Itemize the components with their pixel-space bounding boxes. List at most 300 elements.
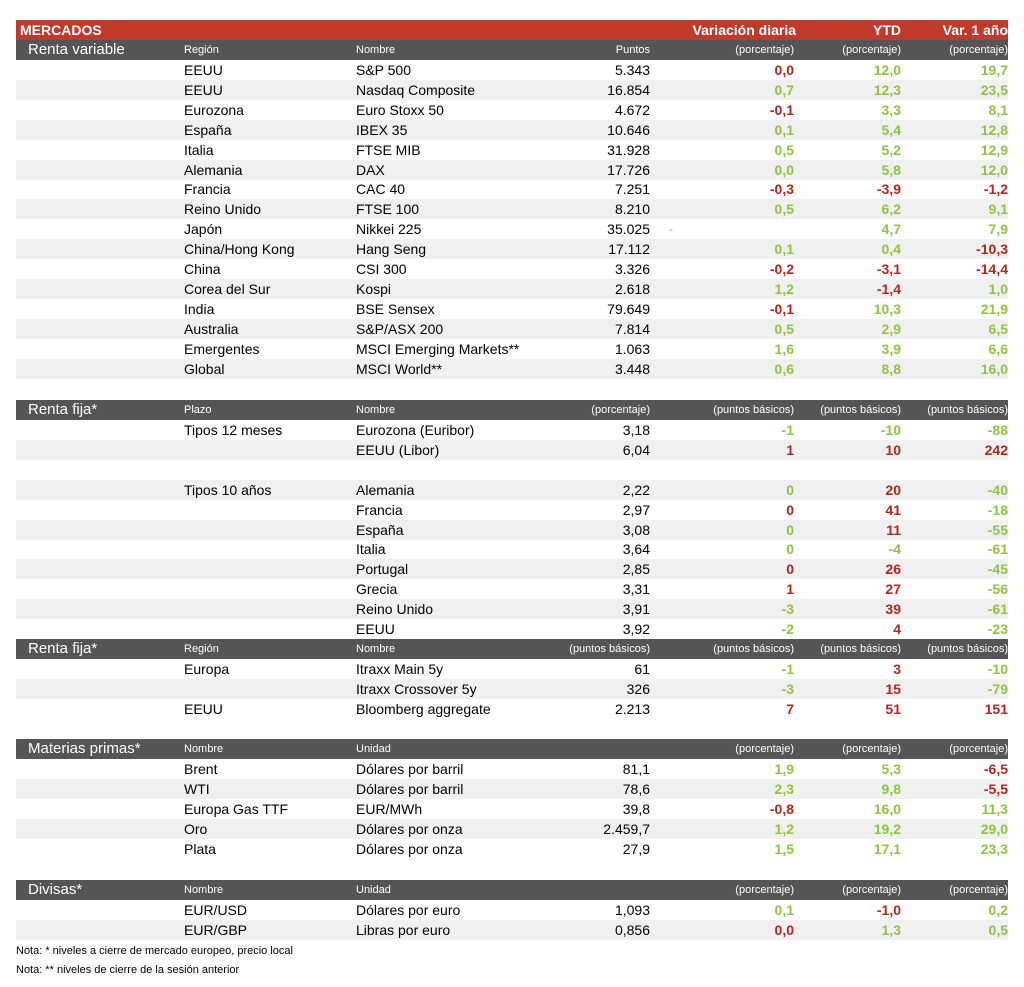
column-header: (porcentaje) bbox=[949, 884, 1008, 896]
row-value: 6,04 bbox=[622, 441, 650, 458]
row-ytd-change: 1,3 bbox=[881, 921, 901, 938]
table-row bbox=[16, 339, 1008, 359]
row-ytd-change: 6,2 bbox=[881, 201, 901, 218]
table-row bbox=[16, 839, 1008, 859]
table-row bbox=[16, 279, 1008, 299]
row-name: EUR/MWh bbox=[356, 800, 423, 817]
row-ytd-change: -3,1 bbox=[876, 261, 901, 277]
row-ytd-change: 5,8 bbox=[881, 161, 901, 178]
row-value: 2,22 bbox=[622, 481, 650, 498]
row-year-change: 12,0 bbox=[980, 161, 1008, 178]
row-value: 17.112 bbox=[608, 241, 650, 258]
section-header-commodities bbox=[16, 739, 1008, 759]
row-region: Japón bbox=[184, 221, 223, 238]
table-row bbox=[16, 120, 1008, 140]
row-value: 35.025 bbox=[607, 221, 650, 238]
row-region bbox=[184, 559, 354, 579]
column-header: (porcentaje) bbox=[842, 743, 901, 755]
table-row bbox=[16, 219, 1008, 239]
row-year-change: 0,5 bbox=[988, 921, 1008, 938]
table-row bbox=[16, 319, 1008, 339]
row-name: CAC 40 bbox=[356, 181, 406, 198]
row-value: 326 bbox=[626, 680, 650, 697]
row-name: Francia bbox=[356, 501, 403, 518]
table-row bbox=[16, 900, 1008, 920]
row-region: Europa bbox=[184, 661, 230, 677]
row-region: Australia bbox=[184, 320, 239, 337]
column-header: (porcentaje) bbox=[735, 743, 794, 755]
row-year-change: -61 bbox=[987, 541, 1008, 558]
row-region: Reino Unido bbox=[184, 201, 262, 218]
row-year-change: -61 bbox=[987, 601, 1008, 618]
row-year-change: -79 bbox=[987, 680, 1008, 697]
row-year-change: -18 bbox=[987, 501, 1008, 518]
column-header: (porcentaje) bbox=[735, 44, 794, 56]
table-row bbox=[16, 259, 1008, 279]
row-name: Grecia bbox=[356, 581, 398, 598]
column-header: (puntos básicos) bbox=[713, 404, 794, 416]
table-row bbox=[16, 460, 1008, 480]
row-daily-change: 1,2 bbox=[774, 820, 794, 837]
row-region: Emergentes bbox=[184, 340, 260, 357]
row-daily-change: 0,0 bbox=[774, 921, 794, 938]
row-region bbox=[184, 679, 354, 699]
row-value: 61 bbox=[634, 661, 650, 677]
row-name: Dólares por barril bbox=[356, 780, 464, 797]
table-row bbox=[16, 659, 1008, 679]
row-region: Alemania bbox=[184, 161, 243, 178]
row-year-change: 7,9 bbox=[988, 221, 1008, 238]
row-value: 7.814 bbox=[614, 320, 650, 337]
row-name: Itraxx Crossover 5y bbox=[356, 680, 477, 697]
table-row bbox=[16, 100, 1008, 120]
row-ytd-change: 11 bbox=[886, 521, 901, 538]
row-value: 3,92 bbox=[622, 621, 650, 637]
column-header: (porcentaje) bbox=[591, 404, 650, 416]
row-year-change: 29,0 bbox=[980, 820, 1008, 837]
table-row bbox=[16, 480, 1008, 500]
row-region: India bbox=[184, 300, 215, 317]
row-ytd-change: 3 bbox=[893, 661, 901, 677]
row-daily-change: 0,1 bbox=[774, 241, 794, 258]
row-daily-change: 0,1 bbox=[774, 902, 794, 918]
row-year-change: 0,2 bbox=[988, 902, 1008, 918]
row-year-change: -14,4 bbox=[976, 261, 1008, 277]
row-name: Libras por euro bbox=[356, 921, 451, 938]
row-name: EEUU (Libor) bbox=[356, 441, 440, 458]
table-row bbox=[16, 359, 1008, 379]
row-ytd-change: 20 bbox=[885, 481, 901, 498]
row-value: 1.063 bbox=[614, 340, 650, 357]
row-year-change: -55 bbox=[987, 521, 1008, 538]
row-ytd-change: 3,3 bbox=[881, 101, 901, 118]
row-region: EUR/GBP bbox=[184, 921, 248, 938]
table-row bbox=[16, 699, 1008, 719]
col-daily-header: Variación diaria bbox=[692, 22, 796, 38]
column-header: Plazo bbox=[184, 404, 212, 416]
row-name: Reino Unido bbox=[356, 601, 434, 618]
row-daily-change: 0 bbox=[786, 541, 794, 558]
section-header-equity bbox=[16, 40, 1008, 60]
row-daily-change: 0 bbox=[786, 561, 794, 578]
row-ytd-change: 17,1 bbox=[873, 840, 901, 857]
row-region: EEUU bbox=[184, 62, 223, 78]
row-ytd-change: 4 bbox=[893, 621, 901, 637]
title-bar bbox=[16, 20, 1008, 40]
row-value: 3,91 bbox=[622, 601, 650, 618]
row-daily-change: 7 bbox=[786, 700, 794, 717]
row-region: Brent bbox=[184, 761, 218, 777]
row-ytd-change: 4,7 bbox=[881, 221, 901, 238]
row-ytd-change: 5,4 bbox=[881, 121, 901, 138]
column-header: (porcentaje) bbox=[842, 884, 901, 896]
row-name: EEUU bbox=[356, 621, 395, 637]
table-row bbox=[16, 759, 1008, 779]
column-header: (puntos básicos) bbox=[713, 643, 794, 655]
row-name: Nasdaq Composite bbox=[356, 81, 476, 98]
row-value: 39,8 bbox=[622, 800, 650, 817]
row-region: EEUU bbox=[184, 700, 223, 717]
row-year-change: 6,5 bbox=[988, 320, 1008, 337]
row-value: 5.343 bbox=[614, 62, 650, 78]
row-daily-change: -3 bbox=[781, 601, 794, 618]
row-region bbox=[184, 460, 354, 480]
row-daily-change: 0 bbox=[786, 481, 794, 498]
section-label: Renta variable bbox=[28, 41, 125, 58]
row-daily-change: -3 bbox=[781, 680, 794, 697]
row-year-change: -10 bbox=[987, 661, 1008, 677]
table-row bbox=[16, 799, 1008, 819]
row-year-change: 6,6 bbox=[988, 340, 1008, 357]
row-value: 10.646 bbox=[607, 121, 650, 138]
row-year-change: 23,3 bbox=[980, 840, 1008, 857]
column-header: (porcentaje) bbox=[842, 44, 901, 56]
row-daily-change: 1 bbox=[786, 441, 794, 458]
row-region: Europa Gas TTF bbox=[184, 800, 289, 817]
table-row bbox=[16, 80, 1008, 100]
row-name: S&P 500 bbox=[356, 62, 412, 78]
row-value: 2,97 bbox=[622, 501, 650, 518]
table-row bbox=[16, 420, 1008, 440]
row-daily-change: 2,3 bbox=[774, 780, 794, 797]
row-region: Francia bbox=[184, 181, 231, 198]
row-year-change: -10,3 bbox=[976, 241, 1008, 258]
row-year-change: -6,5 bbox=[983, 761, 1008, 777]
row-value: 3,18 bbox=[622, 422, 650, 438]
table-row bbox=[16, 579, 1008, 599]
column-header: (porcentaje) bbox=[949, 743, 1008, 755]
row-daily-change: 1,5 bbox=[774, 840, 794, 857]
row-value: 3,64 bbox=[622, 541, 650, 558]
row-region: Italia bbox=[184, 141, 214, 158]
row-ytd-change: 16,0 bbox=[873, 800, 901, 817]
row-year-change: 1,0 bbox=[988, 280, 1008, 297]
row-year-change: 19,7 bbox=[980, 62, 1008, 78]
row-year-change: -88 bbox=[987, 422, 1008, 438]
column-header: (puntos básicos) bbox=[569, 643, 650, 655]
row-ytd-change: -1,4 bbox=[876, 280, 901, 297]
row-value: 3.448 bbox=[614, 360, 650, 377]
row-name: Dólares por barril bbox=[356, 761, 464, 777]
row-value: 1,093 bbox=[614, 902, 650, 918]
table-row bbox=[16, 619, 1008, 639]
table-row bbox=[16, 920, 1008, 940]
row-year-change: -45 bbox=[987, 561, 1008, 578]
column-header: (puntos básicos) bbox=[820, 404, 901, 416]
row-year-change: 242 bbox=[984, 441, 1008, 458]
row-daily-change: 0,5 bbox=[774, 201, 794, 218]
col-year-header: Var. 1 año bbox=[942, 22, 1008, 38]
column-header: Puntos bbox=[615, 44, 650, 56]
row-name: Kospi bbox=[356, 280, 392, 297]
row-daily-change: 0,5 bbox=[774, 141, 794, 158]
column-header: Nombre bbox=[356, 44, 396, 56]
column-header: (puntos básicos) bbox=[927, 404, 1008, 416]
row-value: 2,85 bbox=[622, 561, 650, 578]
row-region: Eurozona bbox=[184, 101, 244, 118]
row-value: 7.251 bbox=[614, 181, 650, 198]
row-ytd-change: 39 bbox=[885, 601, 901, 618]
column-header: Nombre bbox=[356, 404, 396, 416]
row-daily-change: 0 bbox=[786, 501, 794, 518]
row-ytd-change: 5,2 bbox=[881, 141, 901, 158]
row-daily-change: 1 bbox=[786, 581, 794, 598]
table-row bbox=[16, 440, 1008, 460]
section-header-fixed-income bbox=[16, 400, 1008, 420]
table-title: MERCADOS bbox=[20, 22, 102, 38]
row-name: Nikkei 225 bbox=[356, 221, 422, 238]
row-year-change: -5,5 bbox=[983, 780, 1008, 797]
row-region: Oro bbox=[184, 820, 208, 837]
row-name: BSE Sensex bbox=[356, 300, 435, 317]
column-header: (puntos básicos) bbox=[927, 643, 1008, 655]
row-ytd-change bbox=[806, 460, 901, 480]
column-header: Nombre bbox=[184, 743, 224, 755]
row-year-change: 12,9 bbox=[980, 141, 1008, 158]
row-ytd-change: 26 bbox=[885, 561, 901, 578]
row-value: 27,9 bbox=[622, 840, 650, 857]
row-region: Tipos 12 meses bbox=[184, 422, 283, 438]
row-daily-change bbox=[656, 219, 794, 239]
row-value: 0,856 bbox=[614, 921, 650, 938]
column-header bbox=[496, 880, 650, 900]
row-ytd-change: 51 bbox=[885, 700, 901, 717]
table-row bbox=[16, 299, 1008, 319]
row-value: 79.649 bbox=[607, 300, 650, 317]
row-daily-change: 1,6 bbox=[774, 340, 794, 357]
row-value: 3,31 bbox=[622, 581, 650, 598]
row-region: WTI bbox=[184, 780, 210, 797]
row-ytd-change: -3,9 bbox=[876, 181, 901, 198]
row-ytd-change: 10 bbox=[885, 441, 901, 458]
table-row bbox=[16, 599, 1008, 619]
row-region: Global bbox=[184, 360, 225, 377]
row-value: 3,08 bbox=[622, 521, 650, 538]
column-header: (puntos básicos) bbox=[820, 643, 901, 655]
row-daily-change: -2 bbox=[781, 621, 794, 637]
row-ytd-change: 41 bbox=[885, 501, 901, 518]
row-daily-change: -0,1 bbox=[769, 101, 794, 118]
row-region: EEUU bbox=[184, 81, 223, 98]
row-region: China bbox=[184, 261, 221, 277]
row-daily-change: 0,6 bbox=[774, 360, 794, 377]
table-row bbox=[16, 520, 1008, 540]
column-header: Unidad bbox=[356, 884, 391, 896]
row-value: 2.618 bbox=[614, 280, 650, 297]
row-daily-change: 0,5 bbox=[774, 320, 794, 337]
row-name: Dólares por euro bbox=[356, 902, 461, 918]
row-name: Itraxx Main 5y bbox=[356, 661, 444, 677]
row-name: Portugal bbox=[356, 561, 409, 578]
column-header: (porcentaje) bbox=[949, 44, 1008, 56]
table-row bbox=[16, 559, 1008, 579]
row-name: FTSE 100 bbox=[356, 201, 420, 218]
row-year-change: -56 bbox=[987, 581, 1008, 598]
row-region bbox=[184, 599, 354, 619]
row-name: DAX bbox=[356, 161, 385, 178]
column-header: (porcentaje) bbox=[735, 884, 794, 896]
row-ytd-change: -10 bbox=[880, 422, 901, 438]
row-name: Dólares por onza bbox=[356, 840, 463, 857]
row-daily-change: 0,7 bbox=[774, 81, 794, 98]
table-row bbox=[16, 179, 1008, 199]
row-year-change: 12,8 bbox=[980, 121, 1008, 138]
row-ytd-change: 12,0 bbox=[873, 62, 901, 78]
table-row bbox=[16, 539, 1008, 559]
row-region bbox=[184, 539, 354, 559]
table-row bbox=[16, 160, 1008, 180]
row-value: 16.854 bbox=[607, 81, 650, 98]
row-value: 3.326 bbox=[614, 261, 650, 277]
row-name: CSI 300 bbox=[356, 261, 407, 277]
row-daily-change: 0,1 bbox=[774, 121, 794, 138]
row-name: Euro Stoxx 50 bbox=[356, 101, 444, 118]
table-row bbox=[16, 779, 1008, 799]
row-daily-change: 0,0 bbox=[774, 62, 794, 78]
row-ytd-change: 0,4 bbox=[881, 241, 901, 258]
row-name: Dólares por onza bbox=[356, 820, 463, 837]
table-row bbox=[16, 500, 1008, 520]
row-name: IBEX 35 bbox=[356, 121, 408, 138]
section-label: Materias primas* bbox=[28, 740, 141, 757]
row-year-change bbox=[906, 460, 1008, 480]
row-name: MSCI Emerging Markets** bbox=[356, 340, 520, 357]
row-ytd-change: 5,3 bbox=[881, 761, 901, 777]
row-name: Italia bbox=[356, 541, 386, 558]
table-row bbox=[16, 819, 1008, 839]
row-ytd-change: -1,0 bbox=[876, 902, 901, 918]
row-year-change: 151 bbox=[984, 700, 1008, 717]
row-year-change: -40 bbox=[987, 481, 1008, 498]
row-name: Hang Seng bbox=[356, 241, 427, 258]
row-daily-change: 0 bbox=[786, 521, 794, 538]
row-region: Corea del Sur bbox=[184, 280, 271, 297]
row-year-change: 23,5 bbox=[980, 81, 1008, 98]
row-year-change: 21,9 bbox=[980, 300, 1008, 317]
table-row bbox=[16, 140, 1008, 160]
row-name: FTSE MIB bbox=[356, 141, 421, 158]
row-ytd-change: 12,3 bbox=[873, 81, 901, 98]
row-ytd-change: 19,2 bbox=[873, 820, 901, 837]
row-year-change: 9,1 bbox=[988, 201, 1008, 218]
row-ytd-change: 27 bbox=[885, 581, 901, 598]
row-value: 78,6 bbox=[622, 780, 650, 797]
row-daily-change: 1,2 bbox=[774, 280, 794, 297]
footnote-1: Nota: * niveles a cierre de mercado europeo, precio local bbox=[16, 945, 293, 957]
column-header: Nombre bbox=[356, 643, 396, 655]
row-daily-change: -0,2 bbox=[769, 261, 794, 277]
row-region bbox=[184, 520, 354, 540]
column-header: Región bbox=[184, 643, 219, 655]
row-daily-change bbox=[656, 460, 794, 480]
col-ytd-header: YTD bbox=[873, 22, 901, 38]
section-label: Renta fija* bbox=[28, 401, 98, 418]
row-daily-change: -0,8 bbox=[769, 800, 794, 817]
row-daily-change: 1,9 bbox=[774, 761, 794, 777]
row-name: Alemania bbox=[356, 481, 415, 498]
table-row bbox=[16, 199, 1008, 219]
row-name: España bbox=[356, 521, 404, 538]
footnote-2: Nota: ** niveles de cierre de la sesión anterior bbox=[16, 964, 240, 976]
row-value: 8.210 bbox=[614, 201, 650, 218]
row-daily-change: -0,1 bbox=[769, 300, 794, 317]
row-ytd-change: -4 bbox=[888, 541, 901, 558]
section-label: Divisas* bbox=[28, 881, 83, 898]
row-year-change: 8,1 bbox=[988, 101, 1008, 118]
row-value bbox=[496, 460, 650, 480]
section-header-credit bbox=[16, 639, 1008, 659]
row-region: Tipos 10 años bbox=[184, 481, 272, 498]
row-region: España bbox=[184, 121, 232, 138]
column-header bbox=[496, 739, 650, 759]
table-row bbox=[16, 239, 1008, 259]
row-region bbox=[184, 579, 354, 599]
row-ytd-change: 3,9 bbox=[881, 340, 901, 357]
row-name: Bloomberg aggregate bbox=[356, 700, 491, 717]
row-value: 17.726 bbox=[607, 161, 650, 178]
table-row bbox=[16, 60, 1008, 80]
section-header-fx bbox=[16, 880, 1008, 900]
row-value: 4.672 bbox=[614, 101, 650, 118]
table-row bbox=[16, 679, 1008, 699]
row-year-change: 11,3 bbox=[981, 800, 1008, 817]
row-name: S&P/ASX 200 bbox=[356, 320, 444, 337]
row-value: 2.459,7 bbox=[603, 820, 650, 837]
row-ytd-change: 8,8 bbox=[881, 360, 901, 377]
row-value: 31.928 bbox=[607, 141, 650, 158]
column-header: Región bbox=[184, 44, 219, 56]
row-year-change: -1,2 bbox=[983, 181, 1008, 198]
row-year-change: -23 bbox=[987, 621, 1008, 637]
row-daily-change: -0,3 bbox=[769, 181, 794, 198]
row-daily-change: 0,0 bbox=[774, 161, 794, 178]
row-value: 2.213 bbox=[614, 700, 650, 717]
row-ytd-change: 10,3 bbox=[873, 300, 901, 317]
row-region: Plata bbox=[184, 840, 216, 857]
row-extra-mark: - bbox=[669, 222, 673, 237]
section-label: Renta fija* bbox=[28, 640, 98, 657]
row-region bbox=[184, 500, 354, 520]
row-region: China/Hong Kong bbox=[184, 241, 295, 258]
column-header: Nombre bbox=[184, 884, 224, 896]
row-name: MSCI World** bbox=[356, 360, 443, 377]
row-region bbox=[184, 440, 354, 460]
row-ytd-change: 2,9 bbox=[881, 320, 901, 337]
row-name: Eurozona (Euribor) bbox=[356, 422, 475, 438]
row-year-change: 16,0 bbox=[980, 360, 1008, 377]
column-header: Unidad bbox=[356, 743, 391, 755]
row-daily-change: -1 bbox=[781, 661, 794, 677]
